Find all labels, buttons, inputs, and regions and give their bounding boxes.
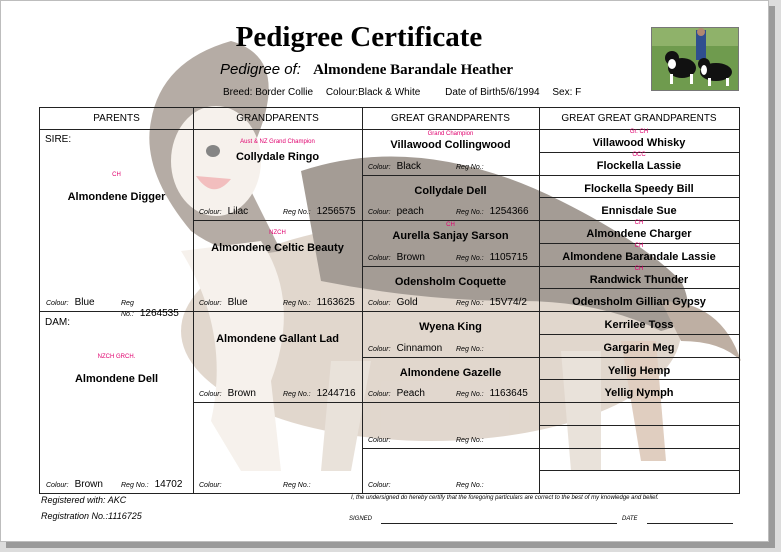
great-great-grandparent-name: Ennisdale Sue	[601, 205, 677, 218]
great-grandparent	[362, 402, 539, 448]
great-grandparent-colour	[368, 252, 425, 263]
great-great-grandparent-title: CH	[634, 220, 644, 226]
great-grandparent-title: Grand Champion	[427, 131, 474, 137]
great-grandparent-colour	[368, 297, 418, 308]
grandparent-name: Almondene Gallant Lad	[216, 333, 339, 345]
dob-text: Date of Birth5/6/1994	[445, 87, 540, 98]
great-grandparent-colour	[368, 206, 424, 217]
great-great-grandparent	[539, 220, 739, 243]
great-grandparent-colour-value: Gold	[396, 297, 418, 308]
great-grandparent	[362, 357, 539, 403]
date-line	[647, 523, 733, 524]
great-great-grandparent-name: Flockella Speedy Bill	[584, 182, 694, 195]
great-great-grandparent-name: Odensholm Gillian Gypsy	[572, 296, 706, 309]
sire-label: SIRE:	[45, 134, 72, 145]
great-grandparent-colour-value: peach	[396, 206, 424, 217]
great-great-grandparent	[539, 266, 739, 289]
regno-label: Reg No.:	[456, 254, 484, 262]
great-grandparent	[362, 175, 539, 221]
great-great-grandparent	[539, 470, 739, 493]
great-grandparent	[362, 448, 539, 494]
pedigree-table	[39, 107, 740, 494]
great-grandparent-name: Villawood Collingwood	[390, 139, 511, 151]
great-great-grandparent-title: Gr. CH	[629, 129, 649, 135]
sex-text: Sex: F	[552, 87, 582, 98]
great-great-grandparent	[539, 243, 739, 266]
regno-label: Reg No.:	[456, 482, 484, 489]
regno-label: Reg No.:	[283, 391, 311, 398]
great-great-grandparent-title: CH	[634, 242, 644, 249]
great-great-grandparent	[539, 357, 739, 380]
regno-label: Reg No.:	[456, 436, 484, 444]
great-great-grandparent-name: Yellig Nymph	[604, 387, 674, 400]
great-great-grandparent-name: Almondene Charger	[586, 228, 692, 240]
colour-label: Colour:	[199, 482, 222, 489]
regno-label: Reg No.:	[456, 300, 484, 307]
registered-with: Registered with: AKC	[41, 495, 127, 505]
great-great-grandparent	[539, 311, 739, 334]
great-grandparent-regno-value: 1254366	[489, 206, 529, 217]
great-great-grandparent-name: Villawood Whisky	[592, 137, 686, 149]
great-grandparent	[362, 311, 539, 357]
great-great-grandparent-name: Almondene Barandale Lassie	[562, 250, 716, 263]
registration-number: Registration No.:1116725	[41, 511, 142, 521]
great-grandparent-colour	[368, 434, 397, 445]
parent-regno	[121, 479, 182, 490]
grandparent-title: NZCH	[269, 230, 286, 236]
great-great-grandparent	[539, 152, 739, 175]
great-great-grandparent	[539, 197, 739, 220]
certification-statement: I, the undersigned do hereby certify that the foregoing particulars are correct to the best of my knowledge and belief.	[351, 495, 659, 501]
great-grandparent-regno	[456, 434, 490, 445]
great-great-grandparent	[539, 288, 739, 311]
great-grandparent-colour	[368, 479, 397, 490]
signature-line	[381, 523, 617, 524]
great-great-grandparent-name: Randwick Thunder	[589, 273, 689, 286]
grandparent-colour-value: Lilac	[227, 206, 249, 217]
grandparent-regno	[283, 479, 317, 490]
great-grandparent-regno-value: 1163645	[489, 388, 528, 399]
signed-label: SIGNED	[349, 516, 373, 522]
great-grandparent-colour-value: Black	[396, 160, 422, 172]
dog-info-row	[223, 87, 591, 98]
great-grandparent-regno	[456, 343, 490, 354]
great-great-grandparent-title: CH	[634, 265, 644, 272]
great-grandparent-regno	[456, 479, 490, 490]
grandparent	[193, 402, 362, 493]
colour-label: Colour:	[199, 209, 222, 216]
grandparent	[193, 220, 362, 311]
parent-title: CH	[112, 172, 121, 178]
great-grandparent-name: Collydale Dell	[414, 184, 487, 197]
great-grandparent-colour	[368, 388, 425, 399]
grandparent-title: Aust & NZ Grand Champion	[240, 139, 315, 145]
great-grandparent-colour-value: Cinnamon	[396, 342, 443, 354]
parent-title: NZCH GRCH.	[97, 354, 136, 360]
regno-label: Reg No.:	[456, 163, 484, 171]
grandparent-colour	[199, 388, 256, 399]
great-great-grandparent	[539, 334, 739, 357]
great-great-grandparent	[539, 175, 739, 198]
grandparent-regno	[283, 206, 356, 217]
great-great-grandparent-name: Kerrilee Toss	[604, 319, 674, 331]
dam-label: DAM:	[45, 317, 70, 328]
grandparent-name: Collydale Ringo	[235, 151, 320, 163]
grandparent-colour-value: Blue	[227, 297, 248, 308]
great-grandparent-regno	[456, 388, 528, 399]
parent	[40, 311, 193, 493]
grandparent-regno-value: 1244716	[316, 388, 356, 399]
grandparent-colour	[199, 479, 228, 490]
column-header: GREAT GREAT GRANDPARENTS	[561, 113, 717, 124]
great-grandparent-regno	[456, 252, 528, 263]
colour-label: Colour:	[46, 482, 69, 489]
great-grandparent-name: Aurella Sanjay Sarson	[392, 230, 509, 242]
great-grandparent-regno-value: 15V74/2	[489, 297, 527, 308]
great-great-grandparent-name: Gargarin Meg	[603, 341, 675, 354]
great-great-grandparent	[539, 129, 739, 152]
grandparent	[193, 129, 362, 220]
colour-label: Colour:	[368, 391, 391, 398]
great-grandparent-title: CH	[446, 222, 455, 228]
grandparent-colour	[199, 206, 248, 217]
colour-label: Colour:	[368, 209, 391, 216]
dog-photo	[651, 27, 739, 91]
parent-colour-value: Brown	[74, 479, 103, 490]
column-header: PARENTS	[93, 113, 140, 124]
grandparent-regno-value: 1163625	[316, 297, 355, 308]
colour-label: Colour:	[368, 345, 391, 353]
great-great-grandparent	[539, 448, 739, 471]
great-grandparent-regno	[456, 297, 527, 308]
great-grandparent-colour-value: Brown	[396, 251, 425, 263]
great-grandparent	[362, 129, 539, 175]
grandparent-colour-value: Brown	[227, 388, 256, 399]
great-great-grandparent-name: Flockella Lassie	[596, 159, 682, 172]
grandparent-regno-value: 1256575	[316, 206, 356, 217]
great-great-grandparent-title: OCC	[632, 151, 646, 158]
great-grandparent-name: Odensholm Coquette	[394, 275, 507, 288]
pedigree-of-label: Pedigree of:	[220, 61, 301, 78]
great-grandparent-name: Wyena King	[419, 321, 482, 333]
breed-text: Breed: Border Collie	[223, 87, 314, 98]
pedigree-dog-name: Almondene Barandale Heather	[313, 62, 514, 78]
colour-label: Colour:	[368, 482, 391, 489]
great-great-grandparent-name: Yellig Hemp	[607, 364, 671, 377]
great-grandparent-name: Almondene Gazelle	[399, 366, 502, 379]
grandparent-regno	[283, 297, 355, 308]
grandparent-regno	[283, 388, 356, 399]
colour-label: Colour:	[199, 300, 222, 307]
certificate-title: Pedigree Certificate	[235, 21, 483, 53]
colour-label: Colour:	[368, 436, 391, 444]
parent-name: Almondene Dell	[74, 373, 159, 385]
great-grandparent-colour	[368, 343, 442, 354]
parent	[40, 129, 193, 319]
regno-label: Reg No.:	[456, 345, 484, 353]
parent-colour	[46, 297, 95, 308]
date-label: DATE	[622, 516, 638, 522]
regno-label: Reg No.:	[456, 209, 484, 216]
regno-label: Reg No.:	[283, 482, 311, 489]
colour-label: Colour:	[368, 254, 391, 262]
parent-colour-value: Blue	[74, 297, 95, 308]
regno-label: Reg No.:	[456, 391, 484, 398]
great-grandparent-colour-value: Peach	[396, 388, 425, 399]
great-great-grandparent	[539, 402, 739, 425]
parent-regno-value: 14702	[154, 479, 183, 490]
great-grandparent-colour	[368, 161, 421, 172]
column-header: GREAT GRANDPARENTS	[391, 113, 510, 124]
great-great-grandparent	[539, 379, 739, 402]
great-grandparent-regno	[456, 161, 490, 172]
colour-label: Colour:	[368, 300, 391, 307]
column-header: GRANDPARENTS	[236, 113, 319, 124]
grandparent-colour	[199, 297, 248, 308]
grandparent-name: Almondene Celtic Beauty	[211, 242, 344, 254]
colour-text: Colour:Black & White	[325, 87, 421, 98]
regno-label: Reg No.:	[283, 300, 311, 307]
pedigree-of-row	[220, 61, 513, 79]
great-grandparent-regno	[456, 206, 529, 217]
grandparent	[193, 311, 362, 402]
great-grandparent-regno-value: 1105715	[489, 251, 528, 263]
regno-label: Reg No.:	[121, 482, 149, 489]
parent-name: Almondene Digger	[67, 191, 166, 203]
colour-label: Colour:	[368, 163, 391, 171]
regno-label: Reg No.:	[283, 209, 311, 216]
colour-label: Colour:	[46, 300, 69, 307]
parent-regno-value: 1264535	[139, 308, 179, 319]
regno-label: Reg No.:	[121, 300, 134, 318]
great-great-grandparent	[539, 425, 739, 448]
great-grandparent	[362, 220, 539, 266]
parent-colour	[46, 479, 103, 490]
colour-label: Colour:	[199, 391, 222, 398]
great-grandparent	[362, 266, 539, 312]
